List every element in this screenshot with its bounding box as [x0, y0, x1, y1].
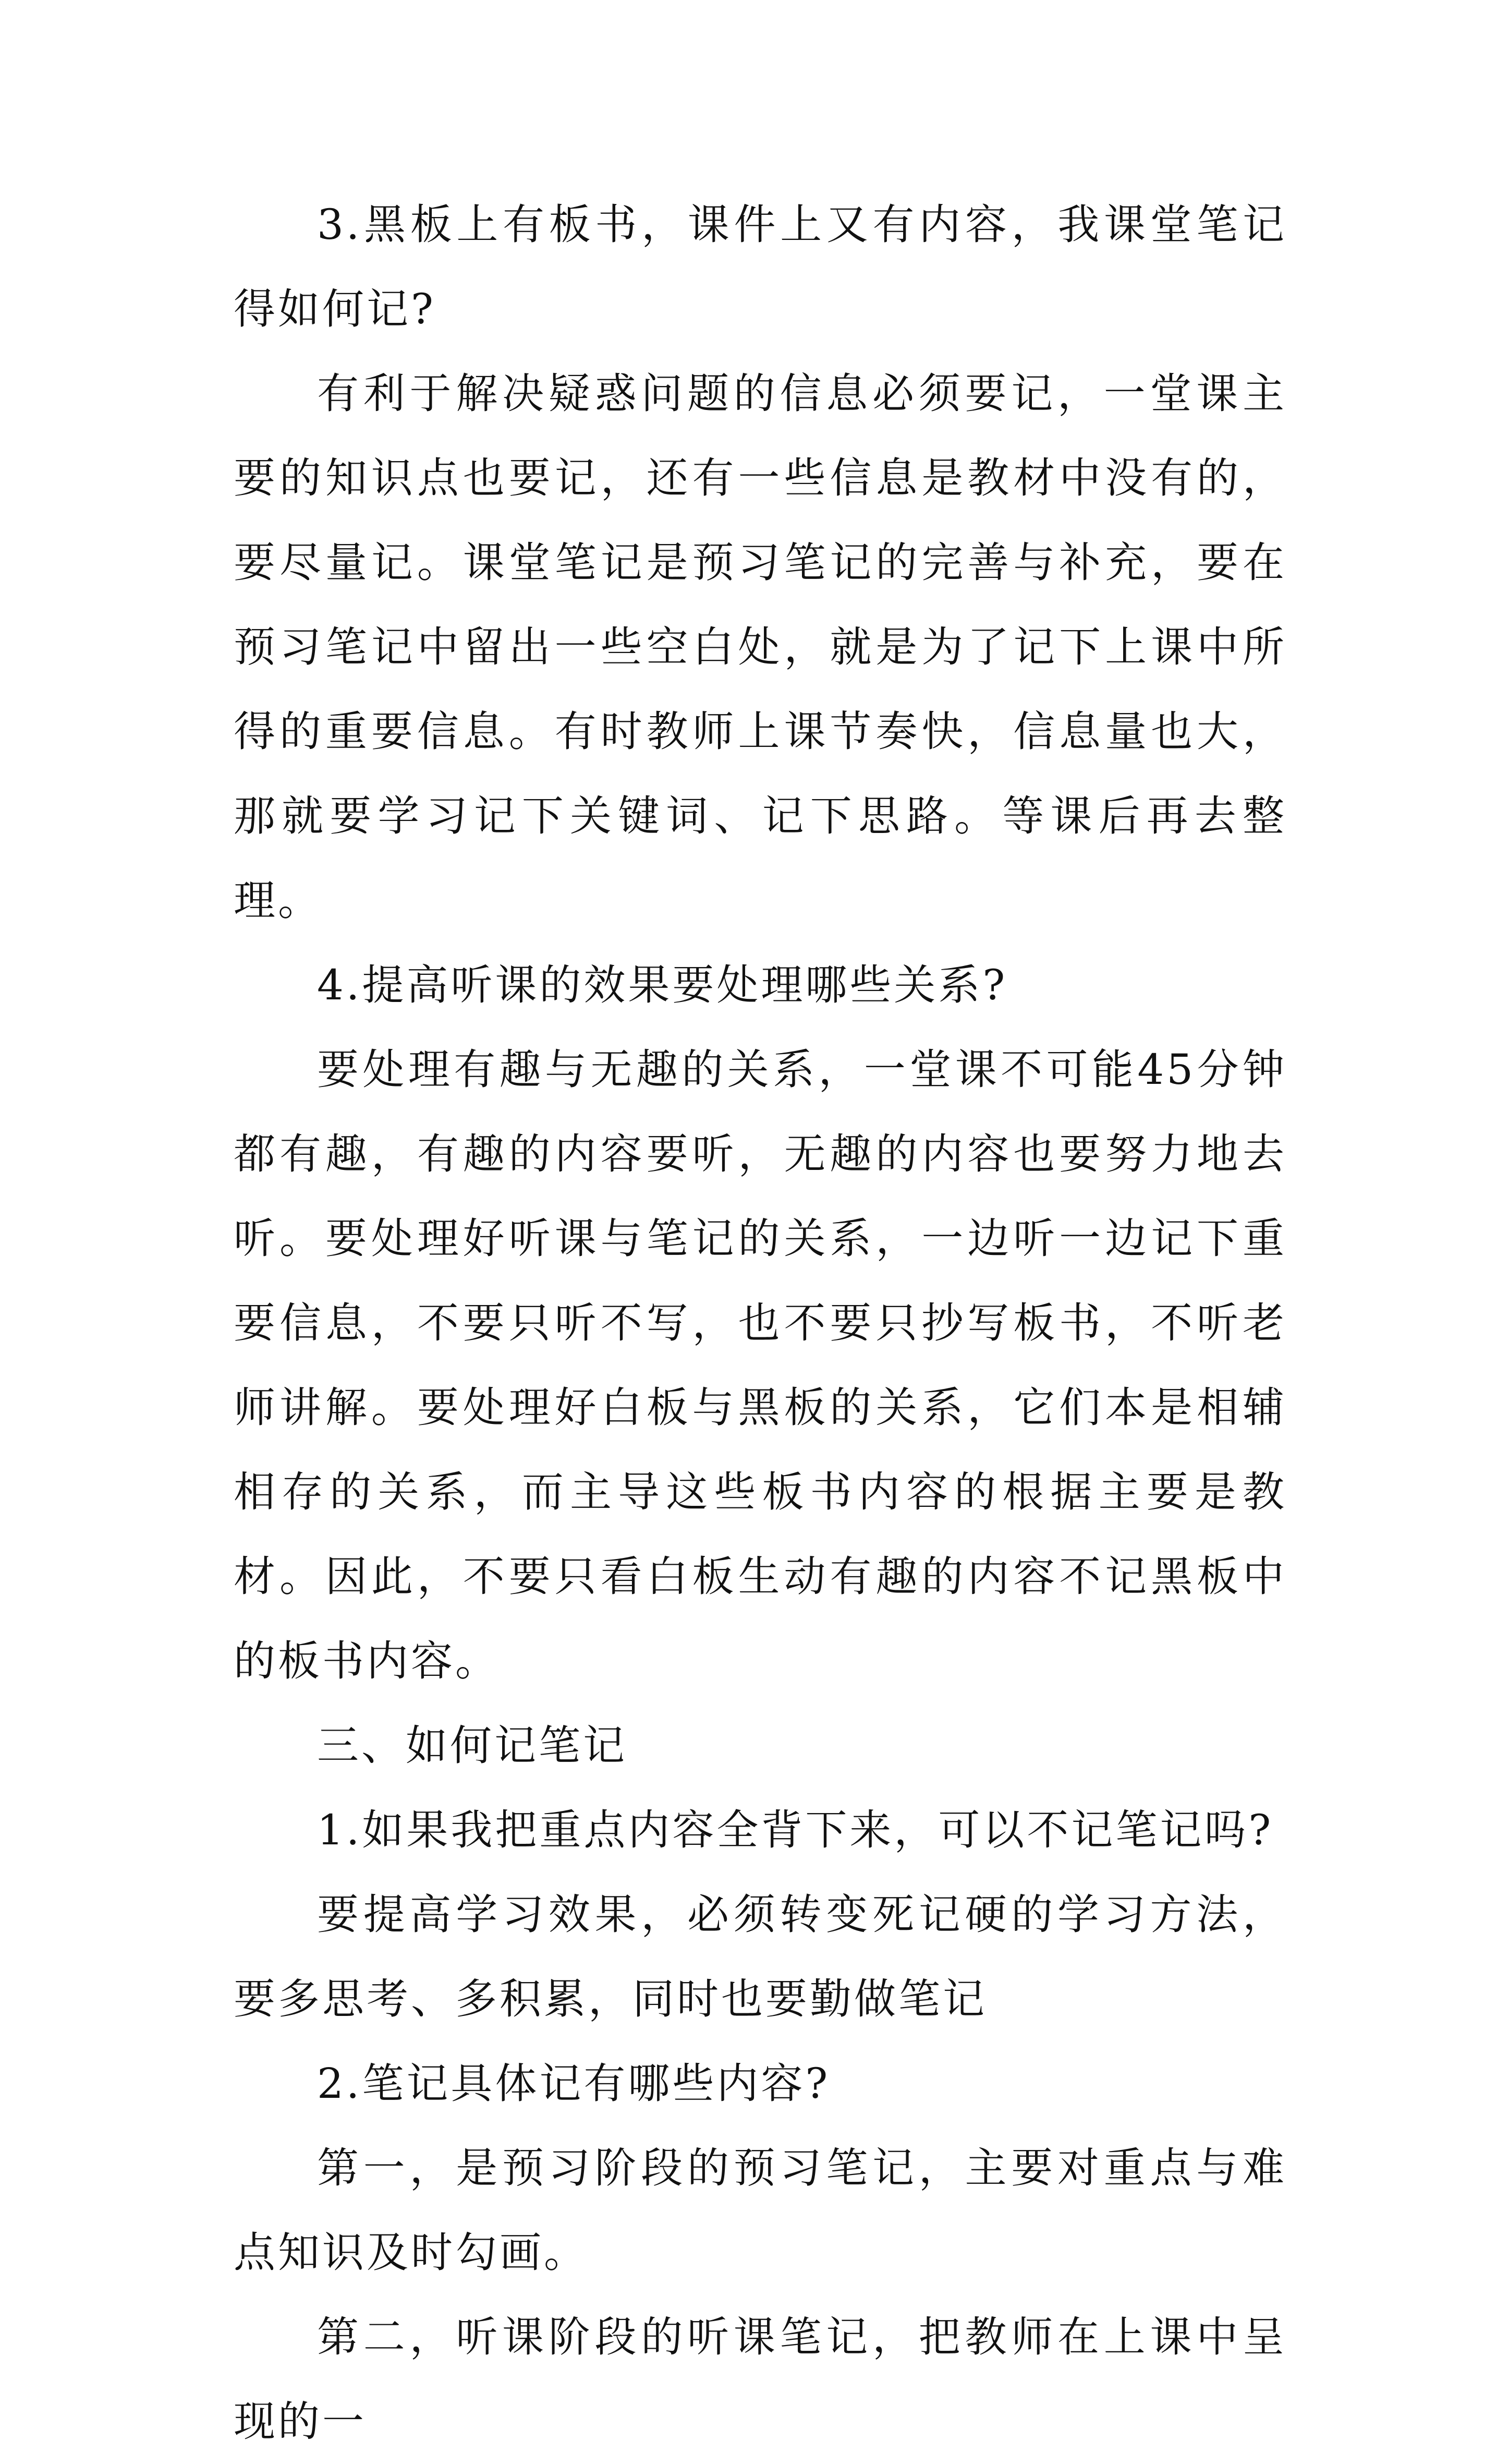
answer-4: 要处理有趣与无趣的关系，一堂课不可能45分钟都有趣，有趣的内容要听，无趣的内容也要努力地去听。要处理好听课与笔记的关系，一边听一边记下重要信息，不要只听不写，也不要只抄写板书，不听老师讲解。要处理好白板与黑板的关系，它们本是相辅相存的关系，而主导这些板书内容的根据主要是教材。因此，不要只看白板生动有趣的内容不记黑板中的板书内容。: [234, 1045, 1287, 1685]
question-3: 3.黑板上有板书，课件上又有内容，我课堂笔记得如何记?: [234, 200, 1287, 333]
answer-1: 要提高学习效果，必须转变死记硬的学习方法，要多思考、多积累，同时也要勤做笔记: [234, 1890, 1287, 2023]
question-2: 2.笔记具体记有哪些内容?: [317, 2059, 831, 2108]
body-text: [234, 183, 1287, 2464]
question-1: 1.如果我把重点内容全背下来，可以不记笔记吗?: [317, 1806, 1274, 1854]
answer-2-second: 第二，听课阶段的听课笔记，把教师在上课中呈现的一: [234, 2313, 1287, 2446]
answer-3: 有利于解决疑惑问题的信息必须要记，一堂课主要的知识点也要记，还有一些信息是教材中没有的，要尽量记。课堂笔记是预习笔记的完善与补充，要在预习笔记中留出一些空白处，就是为了记下上课中所得的重要信息。有时教师上课节奏快，信息量也大，那就要学习记下关键词、记下思路。等课后再去整理。: [234, 369, 1287, 925]
answer-2-first: 第一，是预习阶段的预习笔记，主要对重点与难点知识及时勾画。: [234, 2144, 1287, 2277]
question-4: 4.提高听课的效果要处理哪些关系?: [317, 961, 1008, 1009]
section-heading: 三、如何记笔记: [317, 1721, 627, 1770]
